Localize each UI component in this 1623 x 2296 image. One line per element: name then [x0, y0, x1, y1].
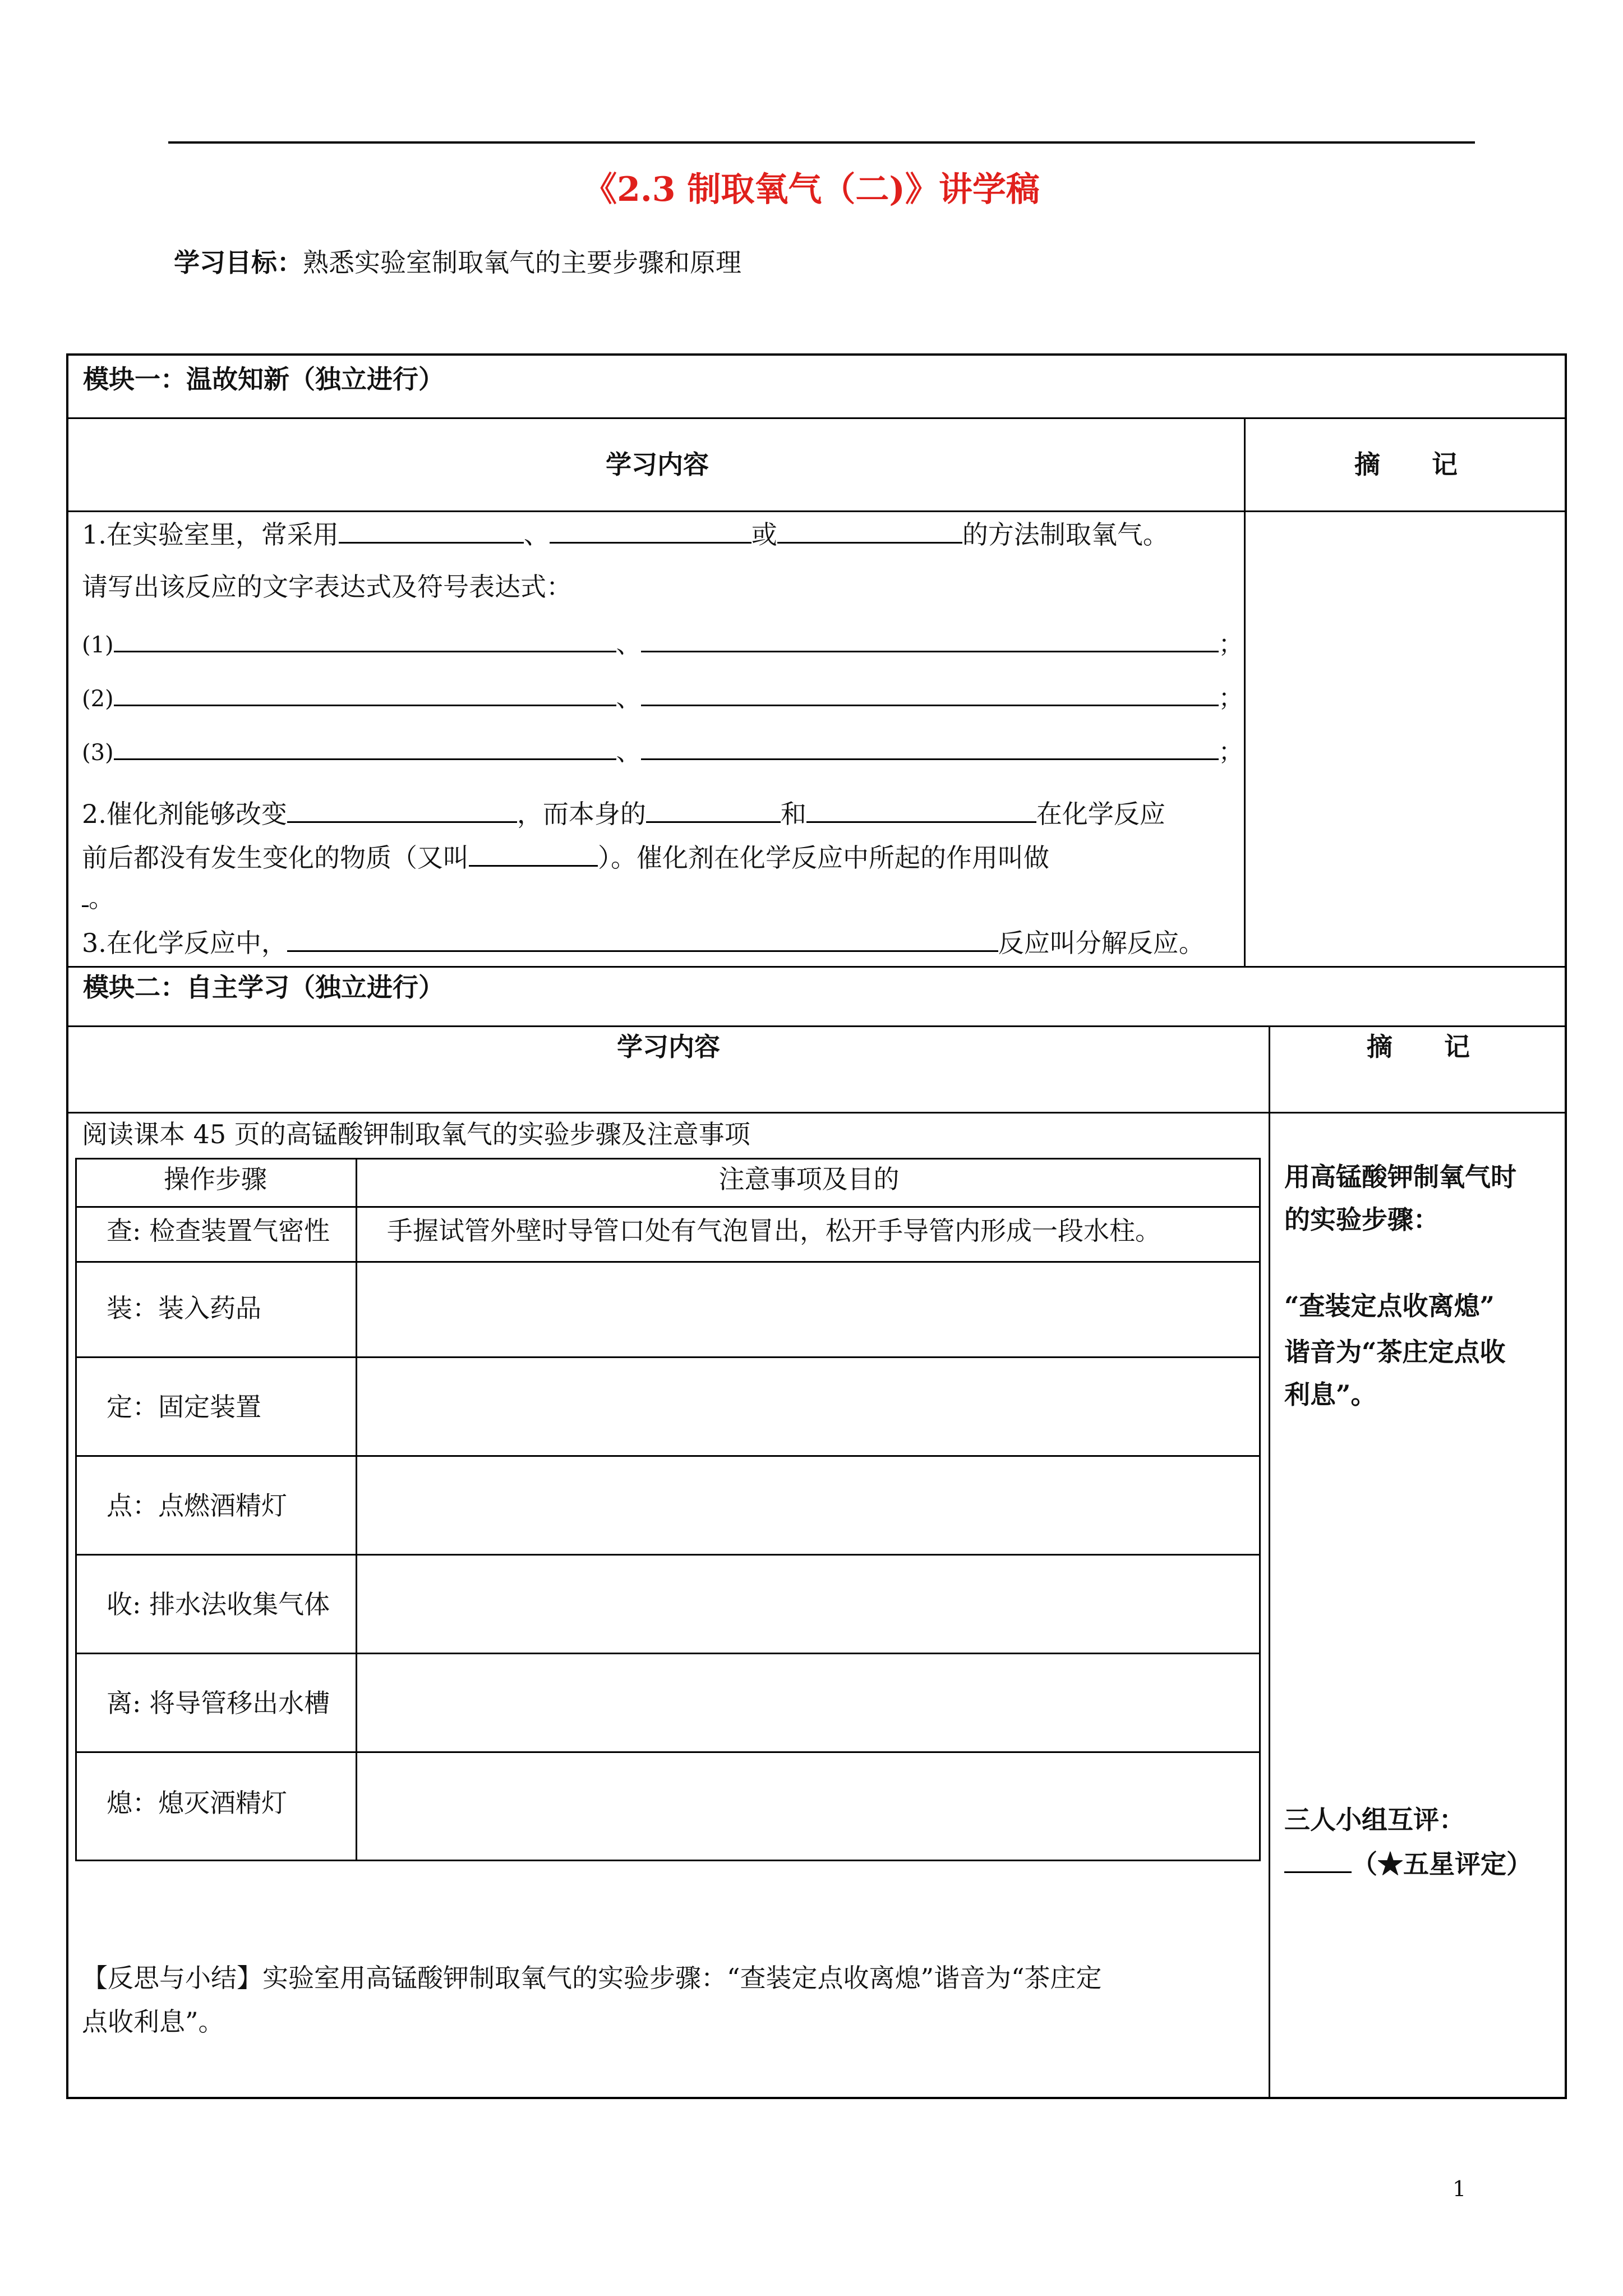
step-remove-note-field[interactable]	[359, 1656, 1256, 1748]
step-check-note: 手握试管外壁时导管口处有气泡冒出，松开手导管内形成一段水柱。	[387, 1216, 1161, 1246]
module1-header: 模块一：温故知新（独立进行）	[83, 364, 444, 394]
question-2-line2	[82, 840, 1049, 873]
notes-line4: 谐音为“茶庄定点收	[1284, 1337, 1506, 1367]
eq1-word-blank[interactable]	[114, 626, 616, 652]
q2-blank-2[interactable]	[646, 797, 781, 823]
step-fix-label: 定：固定装置	[107, 1392, 261, 1422]
equation-2	[82, 680, 1243, 714]
step-collect-label: 收: 排水法收集气体	[107, 1589, 330, 1619]
question-1-line2: 请写出该反应的文字表达式及符号表达式：	[82, 572, 572, 602]
objective-text: 熟悉实验室制取氧气的主要步骤和原理	[303, 247, 741, 278]
eq2-symbol-blank[interactable]	[641, 680, 1219, 706]
step-fix-note-field[interactable]	[359, 1360, 1256, 1452]
q2-line3: 。	[89, 883, 114, 913]
top-rule	[168, 141, 1475, 144]
eq3-symbol-blank[interactable]	[641, 734, 1219, 760]
q1-or: 或	[751, 519, 777, 550]
notes-line5: 利息”。	[1284, 1379, 1377, 1410]
step-check-label: 查: 检查装置气密性	[107, 1216, 330, 1246]
module2-col-divider	[66, 1112, 1567, 1114]
eq2-label: (2)	[82, 686, 114, 712]
steps-header-note: 注意事项及目的	[718, 1164, 900, 1194]
equation-3	[82, 734, 1243, 768]
question-1	[82, 517, 1169, 550]
question-3	[82, 926, 1205, 959]
learning-objective	[174, 247, 741, 278]
q3-blank[interactable]	[287, 926, 998, 952]
module2-col-content: 学习内容	[617, 1032, 720, 1062]
module1-col-content: 学习内容	[606, 449, 709, 480]
peer-eval-label: 三人小组互评：	[1284, 1805, 1465, 1835]
steps-table-row-line	[75, 1206, 1261, 1208]
q1-blank-2[interactable]	[550, 517, 751, 544]
q1-prefix: 1.在实验室里，常采用	[82, 519, 339, 550]
eq1-label: (1)	[82, 632, 114, 658]
q2-blank-1[interactable]	[287, 797, 517, 823]
steps-table-row-line	[75, 1751, 1261, 1753]
step-remove-label: 离: 将导管移出水槽	[107, 1688, 330, 1718]
page-title: 《2.3 制取氧气（二)》讲学稿	[583, 170, 1040, 209]
equation-1	[82, 626, 1243, 660]
module1-col-divider	[66, 510, 1567, 512]
q2-mid: ，而本身的	[517, 799, 646, 829]
reading-prompt: 阅读课本 45 页的高锰酸钾制取氧气的实验步骤及注意事项	[82, 1119, 750, 1149]
eq1-symbol-blank[interactable]	[641, 626, 1219, 652]
question-2-line3	[82, 881, 114, 914]
notes-line2: 的实验步骤：	[1284, 1204, 1439, 1235]
steps-header-step: 操作步骤	[164, 1164, 267, 1194]
q2-prefix: 2.催化剂能够改变	[82, 799, 287, 829]
question-2	[82, 797, 1165, 830]
q2-tail: 在化学反应	[1036, 799, 1165, 829]
q2-blank-4[interactable]	[469, 840, 598, 867]
step-load-label: 装：装入药品	[107, 1293, 261, 1323]
module2-column-separator	[1269, 1025, 1270, 2099]
eq2-word-blank[interactable]	[114, 680, 616, 706]
module1-column-separator	[1244, 417, 1246, 966]
module1-col-notes: 摘 记	[1354, 449, 1458, 480]
eq3-end: ；	[1218, 738, 1243, 766]
peer-eval-suffix: （★五星评定）	[1352, 1849, 1532, 1879]
step-light-label: 点：点燃酒精灯	[107, 1490, 287, 1521]
eq1-end: ；	[1218, 630, 1243, 659]
step-light-note-field[interactable]	[359, 1458, 1256, 1550]
peer-eval-rating	[1284, 1847, 1532, 1880]
module2-header-divider	[66, 1025, 1567, 1027]
q2-and: 和	[780, 799, 806, 829]
q3-prefix: 3.在化学反应中，	[82, 928, 287, 958]
eq2-end: ；	[1218, 684, 1243, 712]
notes-line3: “查装定点收离熄”	[1284, 1291, 1495, 1321]
notes-line1: 用高锰酸钾制氧气时	[1284, 1162, 1516, 1192]
steps-table-row-line	[75, 1261, 1261, 1263]
eq3-sep: 、	[616, 738, 641, 766]
module2-col-notes: 摘 记	[1367, 1032, 1470, 1062]
objective-label: 学习目标：	[174, 247, 303, 278]
steps-table-row-line	[75, 1455, 1261, 1457]
step-extinguish-label: 熄：熄灭酒精灯	[107, 1788, 287, 1818]
page-number: 1	[1453, 2177, 1467, 2201]
q1-sep: 、	[523, 519, 550, 550]
steps-table-row-line	[75, 1653, 1261, 1654]
q3-suffix: 反应叫分解反应。	[998, 928, 1205, 958]
steps-table-col-separator	[356, 1158, 357, 1861]
q1-suffix: 的方法制取氧气。	[962, 519, 1169, 550]
q2-blank-3[interactable]	[806, 797, 1036, 823]
steps-table-row-line	[75, 1356, 1261, 1358]
reflection-line1: 【反思与小结】实验室用高锰酸钾制取氧气的实验步骤：“查装定点收离熄”谐音为“茶庄定	[82, 1963, 1102, 1993]
step-load-note-field[interactable]	[359, 1264, 1256, 1353]
steps-table-row-line	[75, 1554, 1261, 1556]
step-collect-note-field[interactable]	[359, 1557, 1256, 1649]
module1-header-divider	[66, 417, 1567, 419]
q2-blank-5[interactable]	[82, 881, 89, 907]
eq3-word-blank[interactable]	[114, 734, 616, 760]
module2-header: 模块二：自主学习（独立进行）	[83, 972, 444, 1002]
eq1-sep: 、	[616, 630, 641, 659]
q1-blank-3[interactable]	[777, 517, 962, 544]
reflection-line2: 点收利息”。	[82, 2007, 224, 2037]
peer-eval-blank[interactable]	[1284, 1847, 1352, 1873]
q2-line2b: ）。催化剂在化学反应中所起的作用叫做	[598, 843, 1049, 873]
step-extinguish-note-field[interactable]	[359, 1755, 1256, 1858]
module2-top-divider	[66, 966, 1567, 968]
eq2-sep: 、	[616, 684, 641, 712]
eq3-label: (3)	[82, 740, 114, 766]
q2-line2a: 前后都没有发生变化的物质（又叫	[82, 843, 469, 873]
q1-blank-1[interactable]	[339, 517, 524, 544]
